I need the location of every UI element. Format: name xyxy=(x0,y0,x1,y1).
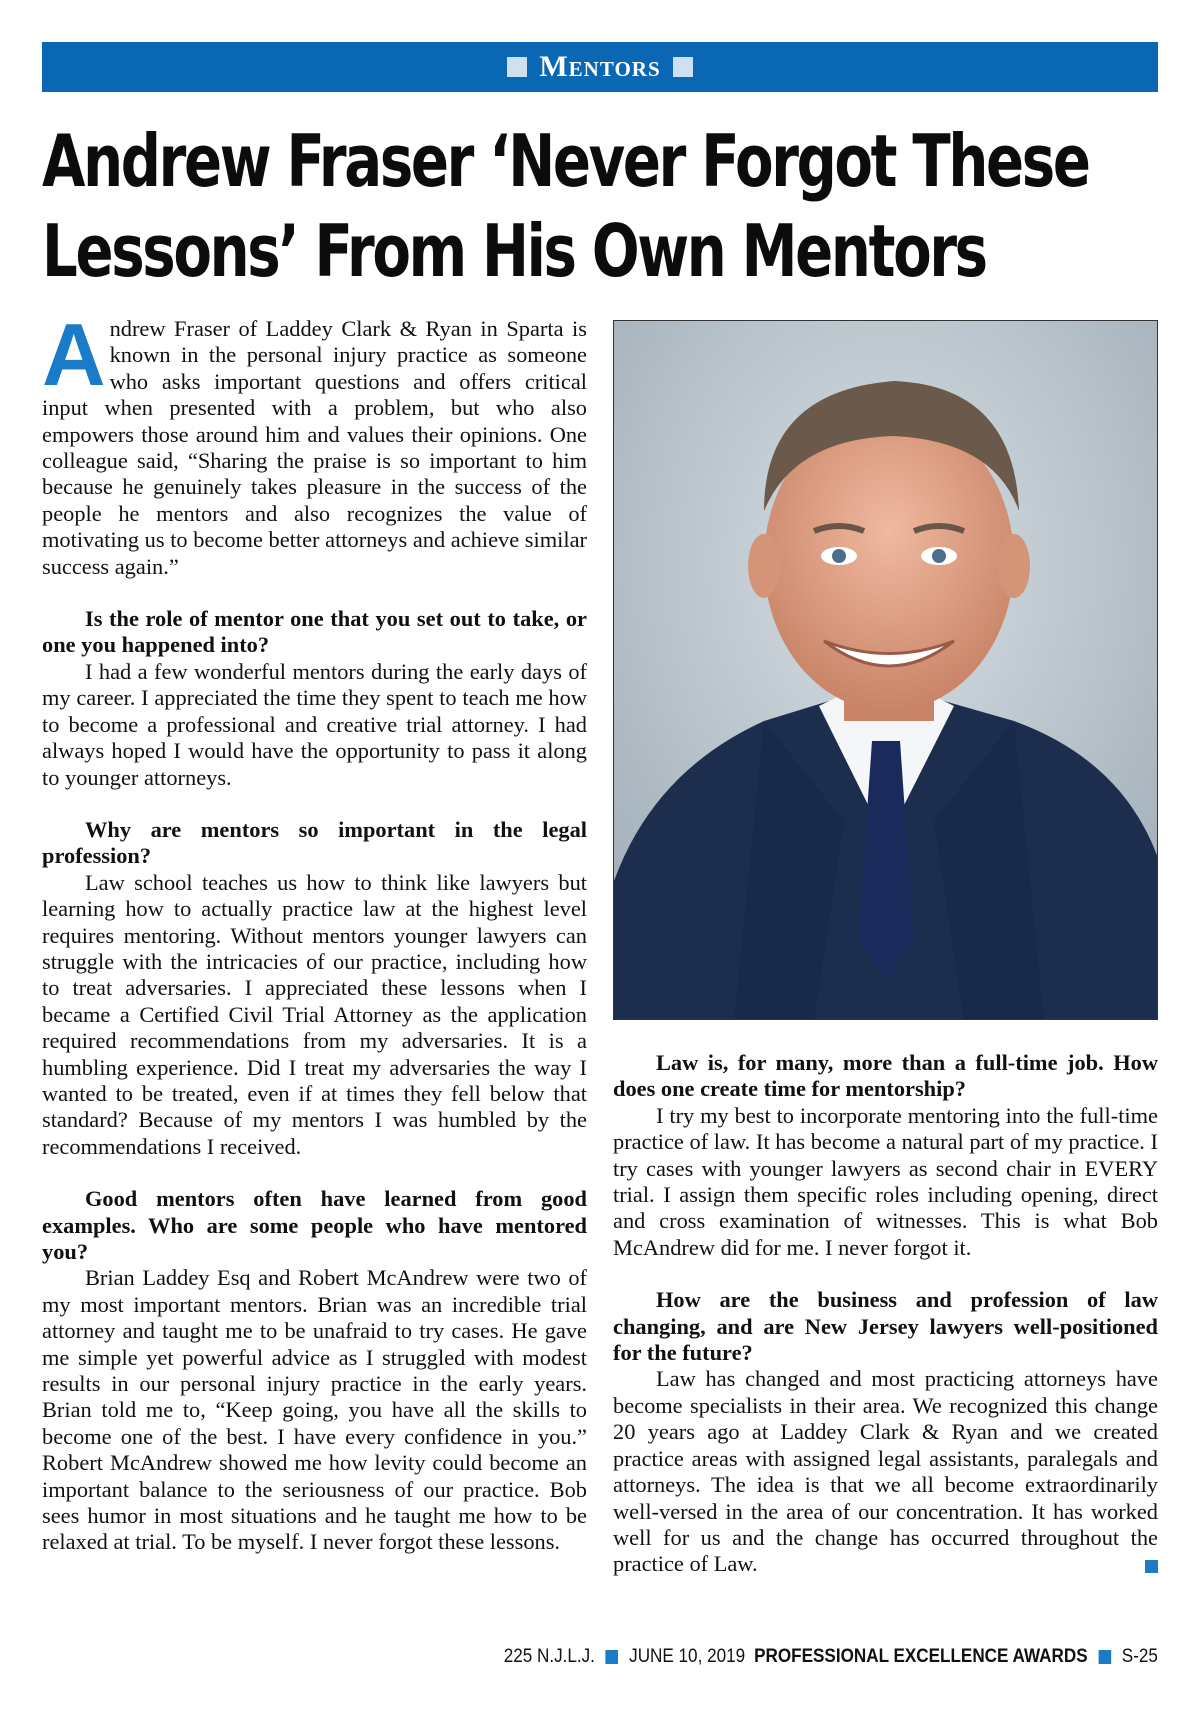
banner-square-left xyxy=(507,57,527,77)
footer-square xyxy=(606,1650,619,1664)
intro-text: ndrew Fraser of Laddey Clark & Ryan in Sparta is known in the personal injury practice as someone who asks important questions and offers critical input when presented with a problem, but who also empowers those around him and values their opinions. One colleague said, “Sharing the praise is so important to him because he genuinely takes pleasure in the success of the people he mentors and also recognizes the value of motivating us to become better attorneys and achieve similar success again.” xyxy=(42,316,587,579)
question-4: Law is, for many, more than a full-time job. How does one create time for mentorship? xyxy=(613,1050,1158,1102)
intro-paragraph xyxy=(42,305,587,580)
banner-square-right xyxy=(673,57,693,77)
right-column xyxy=(613,1050,1158,1578)
footer-section: PROFESSIONAL EXCELLENCE AWARDS xyxy=(754,1646,1088,1667)
answer-3: Brian Laddey Esq and Robert McAndrew were two of my most important mentors. Brian was an incredible trial attorney and taught me to be unafraid to try cases. He gave me simple yet powerful advice as I struggled with modest results in our personal injury practice in the early years. Brian told me to, “Keep going, you have all the skills to become one of the best. I have every confidence in you.” Robert McAndrew showed me how levity could become an important balance to the seriousness of our practice. Bob sees humor in most situations and he taught me how to be relaxed at trial. To be myself. I never forgot these lessons. xyxy=(42,1265,587,1555)
portrait-photo xyxy=(613,320,1158,1020)
headline-line-2: Lessons’ From His Own Mentors xyxy=(42,209,986,293)
answer-1: I had a few wonderful mentors during the early days of my career. I appreciated the time they spent to teach me how to become a professional and creative trial attorney. I had always hoped I would have the opportunity to pass it along to younger attorneys. xyxy=(42,658,587,790)
article-headline xyxy=(42,116,1089,296)
portrait-illustration xyxy=(614,321,1158,1020)
question-2: Why are mentors so important in the legal profession? xyxy=(42,816,587,869)
drop-cap: A xyxy=(42,305,106,404)
answer-4: I try my best to incorporate mentoring into the full-time practice of law. It has become a natural part of my practice. I try cases with younger lawyers as second chair in EVERY trial. I assign them specific roles including opening, direct and cross examination of witnesses. This is what Bob McAndrew did for me. I never forgot it. xyxy=(613,1102,1158,1260)
answer-5 xyxy=(613,1366,1158,1577)
question-1: Is the role of mentor one that you set out to take, or one you happened into? xyxy=(42,606,587,658)
page-footer xyxy=(504,1646,1158,1668)
footer-volume: 225 N.J.L.J. xyxy=(503,1646,596,1667)
footer-page-number: S-25 xyxy=(1121,1646,1158,1667)
section-banner xyxy=(42,42,1158,92)
footer-date: JUNE 10, 2019 xyxy=(629,1646,746,1667)
section-label: Mentors xyxy=(539,50,661,83)
end-of-article-mark xyxy=(1145,1560,1158,1573)
question-3: Good mentors often have learned from good examples. Who are some people who have mentored you? xyxy=(42,1186,587,1264)
answer-5-text: Law has changed and most practicing attorneys have become specialists in their area. We recognized this change 20 years ago at Laddey Clark & Ryan and we created practice areas with assigned legal assistants, paralegals and attorneys. The idea is that we all become extraordinarily well-versed in the area of our concentration. It has worked well for us and the change has occurred throughout the practice of Law. xyxy=(613,1366,1158,1577)
footer-square xyxy=(1098,1650,1111,1664)
headline-line-1: Andrew Fraser ‘Never Forgot These xyxy=(42,119,1089,203)
question-5: How are the business and profession of law changing, and are New Jersey lawyers well-positioned for the future? xyxy=(613,1287,1158,1366)
answer-2: Law school teaches us how to think like lawyers but learning how to actually practice law at the highest level requires mentoring. Without mentors younger lawyers can struggle with the intricacies of our practice, including how to treat adversaries. I appreciated these lessons when I became a Certified Civil Trial Attorney as the application required recommendations from my adversaries. It is a humbling experience. Did I treat my adversaries the way I wanted to be treated, even if at times they fell below that standard? Because of my mentors I was humbled by the recommendations I received. xyxy=(42,869,587,1159)
left-column xyxy=(42,305,587,1556)
